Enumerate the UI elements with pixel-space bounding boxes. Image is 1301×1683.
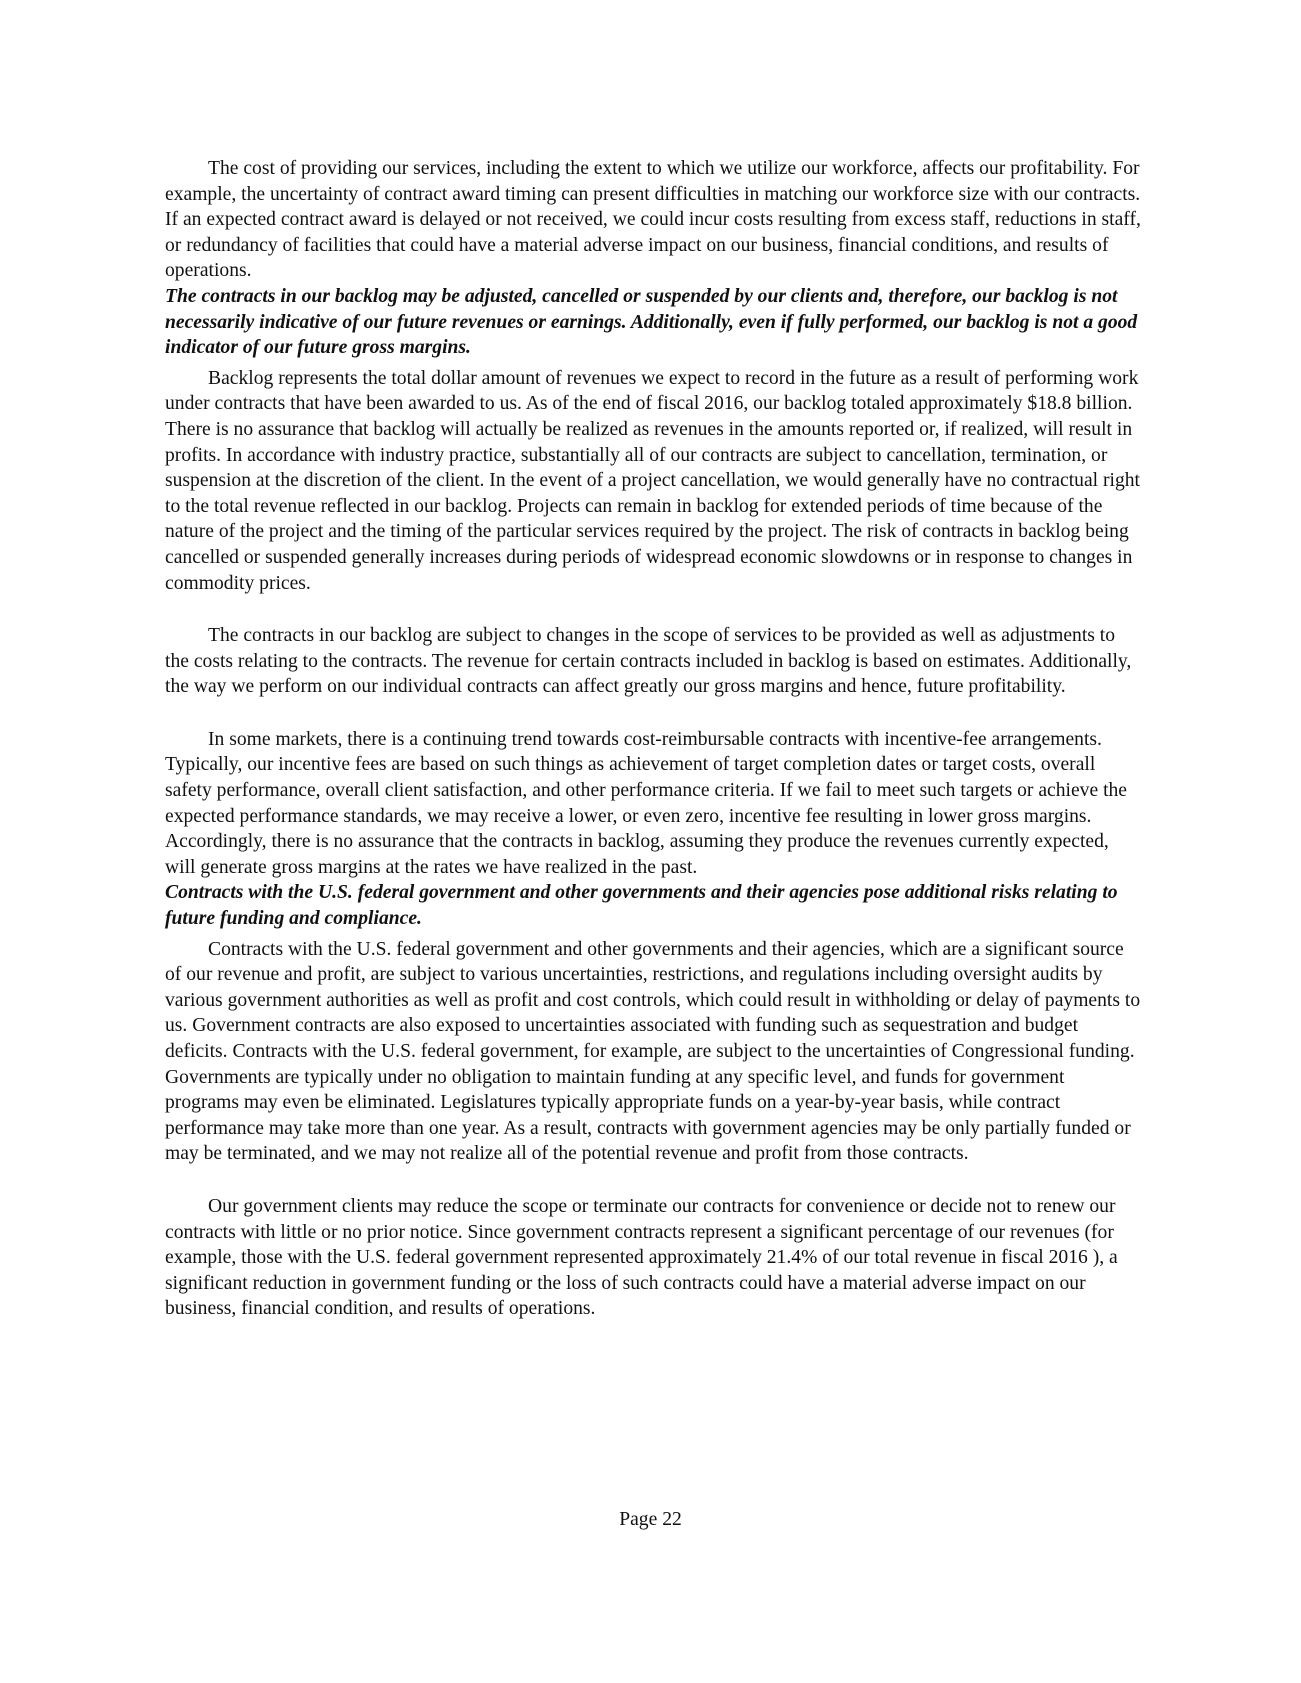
heading-backlog-risk: The contracts in our backlog may be adjusted, cancelled or suspended by our clients and, therefore, our backlog is not necessarily indicative of our future revenues or earnings. Additionally, even if fully performed, our backlog is not a good indicator of our future gross margins. (165, 285, 1138, 359)
document-body (165, 156, 1141, 1322)
paragraph-backlog-definition: Backlog represents the total dollar amount of revenues we expect to record in the future as a result of performing work under contracts that have been awarded to us. As of the end of fiscal 2016, our backlog totaled approximately $18.8 billion. There is no assurance that backlog will actually be realized as revenues in the amounts reported or, if realized, will result in profits. In accordance with industry practice, substantially all of our contracts are subject to cancellation, termination, or suspension at the discretion of the client. In the event of a project cancellation, we would generally have no contractual right to the total revenue reflected in our backlog. Projects can remain in backlog for extended periods of time because of the nature of the project and the timing of the particular services required by the project. The risk of contracts in backlog being cancelled or suspended generally increases during periods of widespread economic slowdowns or in response to changes in commodity prices. (165, 367, 1140, 594)
heading-government-contracts-risk: Contracts with the U.S. federal government and other governments and their agencies pose additional risks relating to future funding and compliance. (165, 882, 1118, 930)
paragraph-workforce-cost: The cost of providing our services, including the extent to which we utilize our workforce, affects our profitability. For example, the uncertainty of contract award timing can present difficulties in matching our workforce size with our contracts. If an expected contract award is delayed or not received, we could incur costs resulting from excess staff, reductions in staff, or redundancy of facilities that could have a material adverse impact on our business, financial conditions, and results of operations. (165, 158, 1141, 282)
paragraph-backlog-scope-changes: The contracts in our backlog are subject to changes in the scope of services to be provided as well as adjustments to the costs relating to the contracts. The revenue for certain contracts included in backlog is based on estimates. Additionally, the way we perform on our individual contracts can affect greatly our gross margins and hence, future profitability. (165, 625, 1132, 698)
paragraph-government-funding: Contracts with the U.S. federal government and other governments and their agencies, which are a significant source of our revenue and profit, are subject to various uncertainties, restrictions, and regulations including oversight audits by various government authorities as well as profit and cost controls, which could result in withholding or delay of payments to us. Government contracts are also exposed to uncertainties associated with funding such as sequestration and budget deficits. Contracts with the U.S. federal government, for example, are subject to the uncertainties of Congressional funding. Governments are typically under no obligation to maintain funding at any specific level, and funds for government programs may even be eliminated. Legislatures typically appropriate funds on a year-by-year basis, while contract performance may take more than one year. As a result, contracts with government agencies may be only partially funded or may be terminated, and we may not realize all of the potential revenue and profit from those contracts. (165, 938, 1141, 1165)
paragraph-incentive-fees: In some markets, there is a continuing trend towards cost-reimbursable contracts with incentive-fee arrangements. Typically, our incentive fees are based on such things as achievement of target completion dates or target costs, overall safety performance, overall client satisfaction, and other performance criteria. If we fail to meet such targets or achieve the expected performance standards, we may receive a lower, or even zero, incentive fee resulting in lower gross margins. Accordingly, there is no assurance that the contracts in backlog, assuming they produce the revenues currently expected, will generate gross margins at the rates we have realized in the past. (165, 728, 1128, 878)
paragraph-government-termination: Our government clients may reduce the scope or terminate our contracts for convenience or decide not to renew our contracts with little or no prior notice. Since government contracts represent a significant percentage of our revenues (for example, those with the U.S. federal government represented approximately 21.4% of our total revenue in fiscal 2016 ), a significant reduction in government funding or the loss of such contracts could have a material adverse impact on our business, financial condition, and results of operations. (165, 1195, 1118, 1320)
page-number: Page 22 (619, 1509, 682, 1530)
